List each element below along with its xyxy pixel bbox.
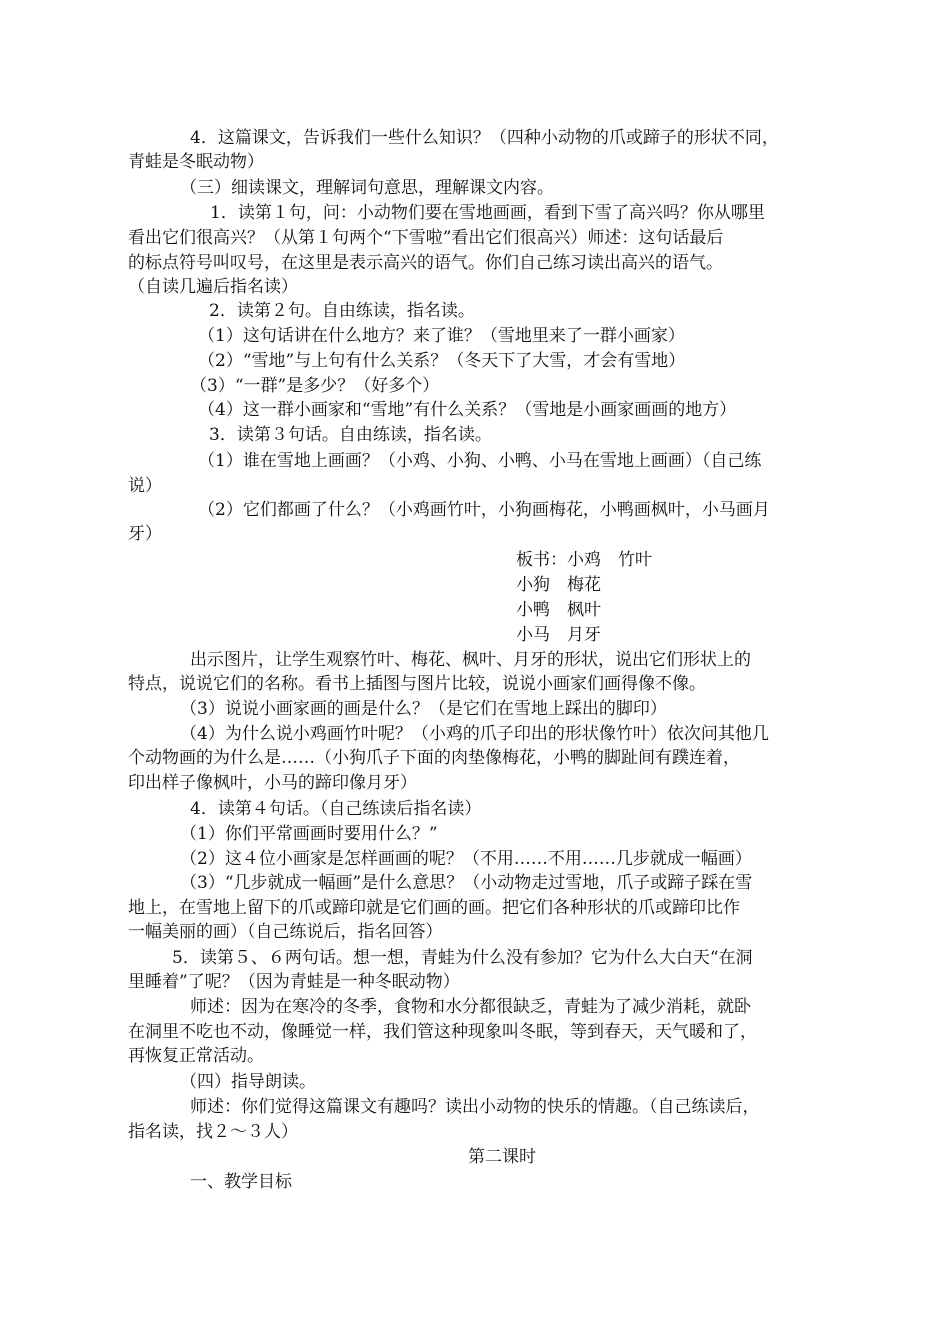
text-line: 指名读，找２～３人） [128, 1122, 298, 1142]
text-line: 印出样子像枫叶，小马的蹄印像月牙） [128, 773, 417, 793]
text-line: 出示图片，让学生观察竹叶、梅花、枫叶、月牙的形状，说出它们形状上的 [190, 650, 751, 670]
text-line: （2）它们都画了什么？（小鸡画竹叶，小狗画梅花，小鸭画枫叶，小马画月 [198, 500, 770, 520]
text-line: 4．这篇课文，告诉我们一些什么知识？（四种小动物的爪或蹄子的形状不同， [190, 128, 779, 148]
text-line: 师述：因为在寒冷的冬季，食物和水分都很缺乏，青蛙为了减少消耗，就卧 [190, 997, 751, 1017]
text-line: （1）这句话讲在什么地方？来了谁？（雪地里来了一群小画家） [198, 326, 685, 346]
text-line: （1）谁在雪地上画画？（小鸡、小狗、小鸭、小马在雪地上画画）（自己练 [198, 451, 762, 471]
text-line: 里睡着”了呢？（因为青蛙是一种冬眠动物） [128, 972, 460, 992]
text-line: 个动物画的为什么是……（小狗爪子下面的肉垫像梅花，小鸭的脚趾间有蹼连着， [128, 748, 740, 768]
text-line: 说） [128, 476, 162, 496]
section-heading: （三）细读课文，理解词句意思，理解课文内容。 [180, 178, 554, 198]
text-line: 3．读第３句话。自由练读，指名读。 [209, 425, 492, 445]
text-line: 牙） [128, 524, 162, 544]
section-heading: 一、教学目标 [190, 1172, 292, 1192]
text-line: （3）说说小画家画的画是什么？（是它们在雪地上踩出的脚印） [180, 699, 667, 719]
text-line: （3）“一群”是多少？（好多个） [190, 376, 440, 396]
text-line: 5．读第５、６两句话。想一想，青蛙为什么没有参加？它为什么大白天“在洞 [172, 948, 753, 968]
text-line: 再恢复正常活动。 [128, 1046, 264, 1066]
section-heading: （四）指导朗读。 [180, 1072, 316, 1092]
text-line: 师述：你们觉得这篇课文有趣吗？读出小动物的快乐的情趣。（自己练读后， [190, 1097, 760, 1117]
text-line: 在洞里不吃也不动，像睡觉一样，我们管这种现象叫冬眠，等到春天，天气暖和了， [128, 1022, 757, 1042]
text-line: （2）这４位小画家是怎样画画的呢？（不用……不用……几步就成一幅画） [180, 849, 752, 869]
text-line: （自读几遍后指名读） [128, 277, 298, 297]
text-line: （4）这一群小画家和“雪地”有什么关系？（雪地是小画家画画的地方） [198, 400, 737, 420]
board-writing-line: 小鸭 枫叶 [516, 600, 601, 620]
text-line: 一幅美丽的画）（自己练说后，指名回答） [128, 922, 443, 942]
text-line: 特点，说说它们的名称。看书上插图与图片比较，说说小画家们画得像不像。 [128, 674, 706, 694]
text-line: （3）“几步就成一幅画”是什么意思？（小动物走过雪地，爪子或蹄子踩在雪 [180, 873, 753, 893]
text-line: 2．读第２句。自由练读，指名读。 [209, 301, 475, 321]
text-line: 4．读第４句话。（自己练读后指名读） [190, 799, 482, 819]
text-line: 1．读第１句，问：小动物们要在雪地画画，看到下雪了高兴吗？你从哪里 [210, 203, 765, 223]
text-line: 青蛙是冬眠动物） [128, 152, 264, 172]
board-writing-line: 板书：小鸡 竹叶 [516, 550, 652, 570]
text-line: 地上，在雪地上留下的爪或蹄印就是它们画的画。把它们各种形状的爪或蹄印比作 [128, 898, 740, 918]
board-writing-line: 小马 月牙 [516, 625, 601, 645]
text-line: （2）“雪地”与上句有什么关系？（冬天下了大雪，才会有雪地） [198, 351, 686, 371]
text-line: （1）你们平常画画时要用什么？” [180, 824, 438, 844]
text-line: 的标点符号叫叹号，在这里是表示高兴的语气。你们自己练习读出高兴的语气。 [128, 253, 723, 273]
lesson-title: 第二课时 [468, 1147, 536, 1167]
text-line: （4）为什么说小鸡画竹叶呢？（小鸡的爪子印出的形状像竹叶）依次问其他几 [180, 724, 769, 744]
text-line: 看出它们很高兴？（从第１句两个“下雪啦”看出它们很高兴）师述：这句话最后 [128, 228, 724, 248]
board-writing-line: 小狗 梅花 [516, 575, 601, 595]
